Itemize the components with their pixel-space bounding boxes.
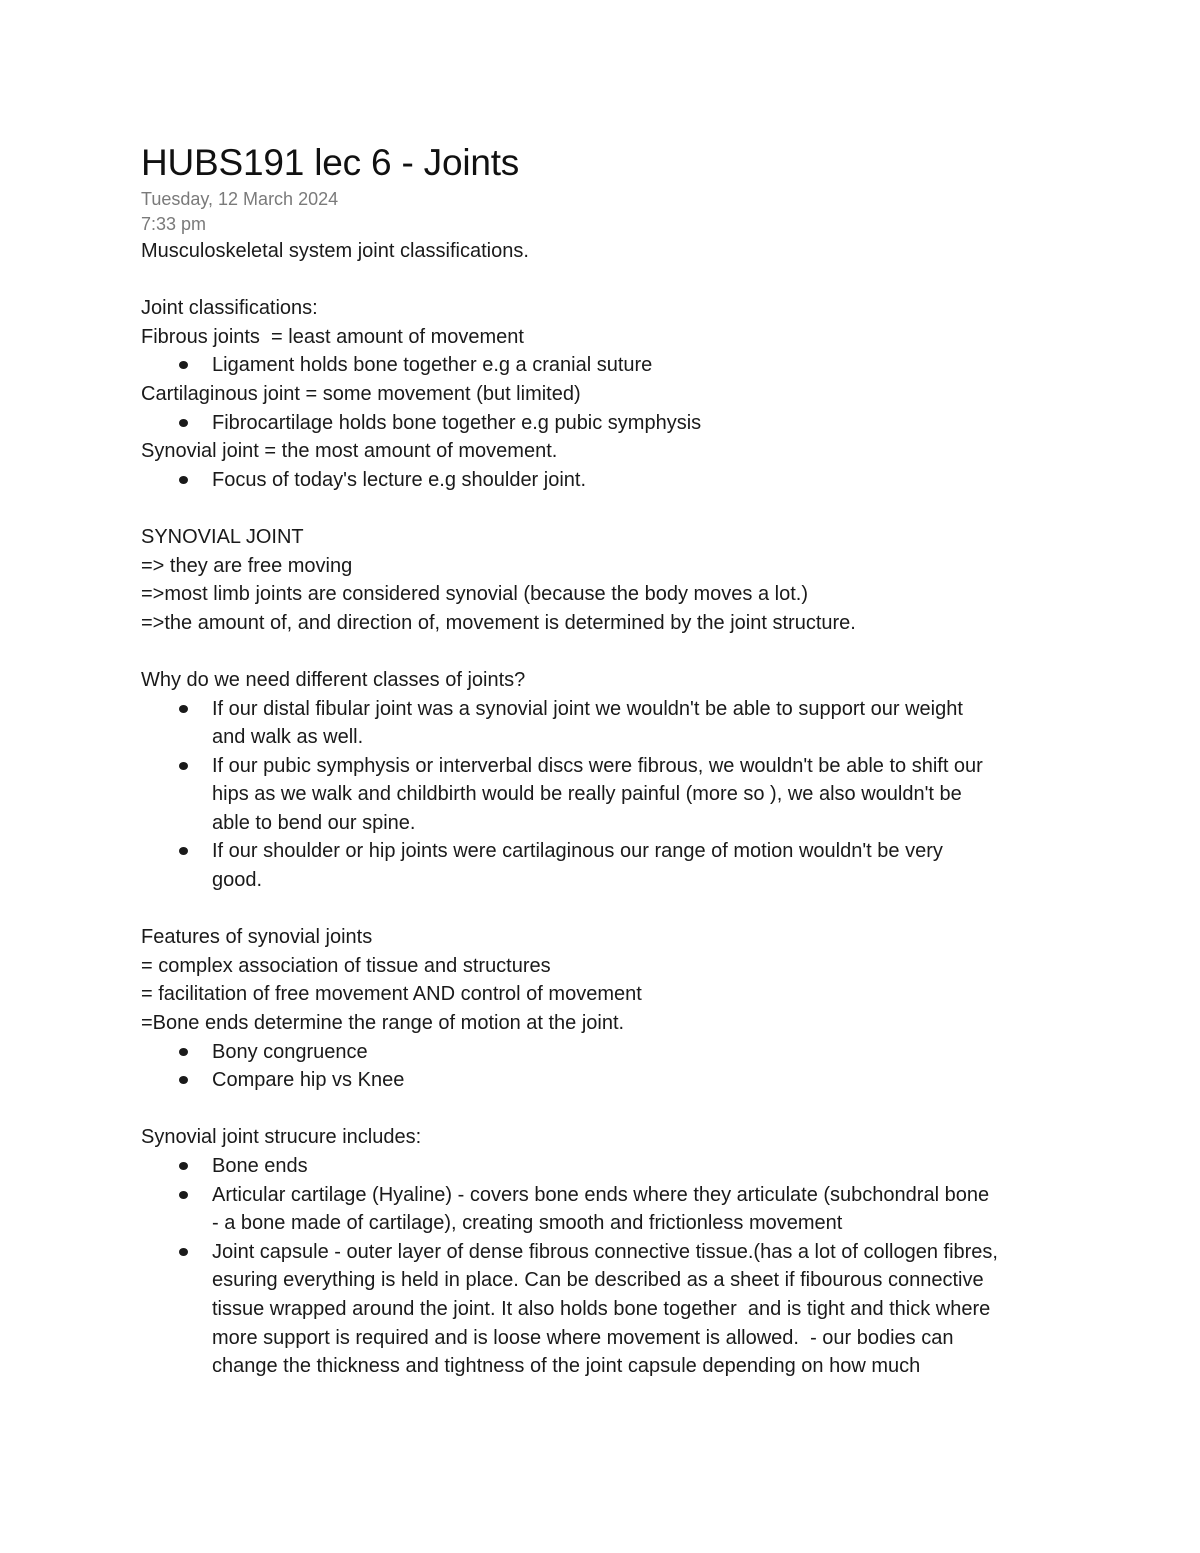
bullet-icon (179, 361, 188, 369)
bullet-icon (179, 419, 188, 427)
features-line: = facilitation of free movement AND control of movement (141, 983, 642, 1006)
features-bullets (141, 1038, 1081, 1095)
features-line: = complex association of tissue and structures (141, 954, 551, 977)
synovial-joint-line: =>most limb joints are considered synovial (because the body moves a lot.) (141, 583, 809, 606)
spacer (141, 637, 1081, 666)
classifications-heading: Joint classifications: (141, 297, 318, 320)
note-page (141, 139, 1081, 1381)
list-item: Joint capsule - outer layer of dense fibrous connective tissue.(has a lot of collogen fibres, esuring everything is held in place. Can be described as a sheet if fibourous connective tissue wrapped around the joint. It also holds bone together and is tight and thick where more support is required and is loose where movement is allowed. - our bodies can change the thickness and tightness of the joint capsule depending on how much (141, 1238, 1081, 1381)
why-bullets (141, 695, 1081, 895)
intro-text: Musculoskeletal system joint classifications. (141, 240, 529, 262)
synovial-joint-line: => they are free moving (141, 554, 353, 577)
bullet-icon (179, 1191, 188, 1199)
synovial-bullets (141, 466, 1081, 495)
note-time: 7:33 pm (141, 214, 207, 234)
bullet-icon (179, 476, 188, 484)
bullet-icon (179, 847, 188, 855)
spacer (141, 895, 1081, 924)
cartilaginous-line: Cartilaginous joint = some movement (but limited) (141, 382, 581, 405)
features-heading: Features of synovial joints (141, 926, 373, 949)
bullet-icon (179, 705, 188, 713)
bullet-icon (179, 762, 188, 770)
bullet-icon (179, 1162, 188, 1170)
note-date: Tuesday, 12 March 2024 (141, 189, 339, 209)
synovial-line: Synovial joint = the most amount of movement. (141, 440, 558, 463)
fibrous-line: Fibrous joints = least amount of movement (141, 325, 524, 348)
bullet-icon (179, 1248, 188, 1256)
bullet-icon (179, 1048, 188, 1056)
why-heading: Why do we need different classes of joints? (141, 668, 526, 691)
list-item: Bone ends (141, 1152, 1081, 1181)
bullet-icon (179, 1076, 188, 1084)
synovial-joint-line: =>the amount of, and direction of, movement is determined by the joint structure. (141, 611, 856, 634)
structure-heading: Synovial joint strucure includes: (141, 1126, 422, 1149)
features-line: =Bone ends determine the range of motion at the joint. (141, 1012, 625, 1035)
spacer (141, 494, 1081, 523)
list-item: Fibrocartilage holds bone together e.g pubic symphysis (141, 409, 1081, 438)
list-item: Focus of today's lecture e.g shoulder joint. (141, 466, 1081, 495)
spacer (141, 266, 1081, 295)
list-item: Bony congruence (141, 1038, 1081, 1067)
structure-bullets (141, 1152, 1081, 1381)
list-item: If our distal fibular joint was a synovial joint we wouldn't be able to support our weight and walk as well. (141, 695, 1081, 752)
list-item: Compare hip vs Knee (141, 1066, 1081, 1095)
fibrous-bullets (141, 351, 1081, 380)
list-item: Ligament holds bone together e.g a cranial suture (141, 351, 1081, 380)
list-item: If our pubic symphysis or interverbal discs were fibrous, we wouldn't be able to shift our hips as we walk and childbirth would be really painful (more so ), we also wouldn't be able to bend our spine. (141, 752, 1081, 838)
list-item: If our shoulder or hip joints were cartilaginous our range of motion wouldn't be very good. (141, 837, 1081, 894)
spacer (141, 1095, 1081, 1124)
cartilaginous-bullets (141, 409, 1081, 438)
list-item: Articular cartilage (Hyaline) - covers bone ends where they articulate (subchondral bone - a bone made of cartilage), creating smooth and frictionless movement (141, 1181, 1081, 1238)
synovial-joint-heading: SYNOVIAL JOINT (141, 525, 304, 548)
page-title: HUBS191 lec 6 - Joints (141, 142, 520, 183)
